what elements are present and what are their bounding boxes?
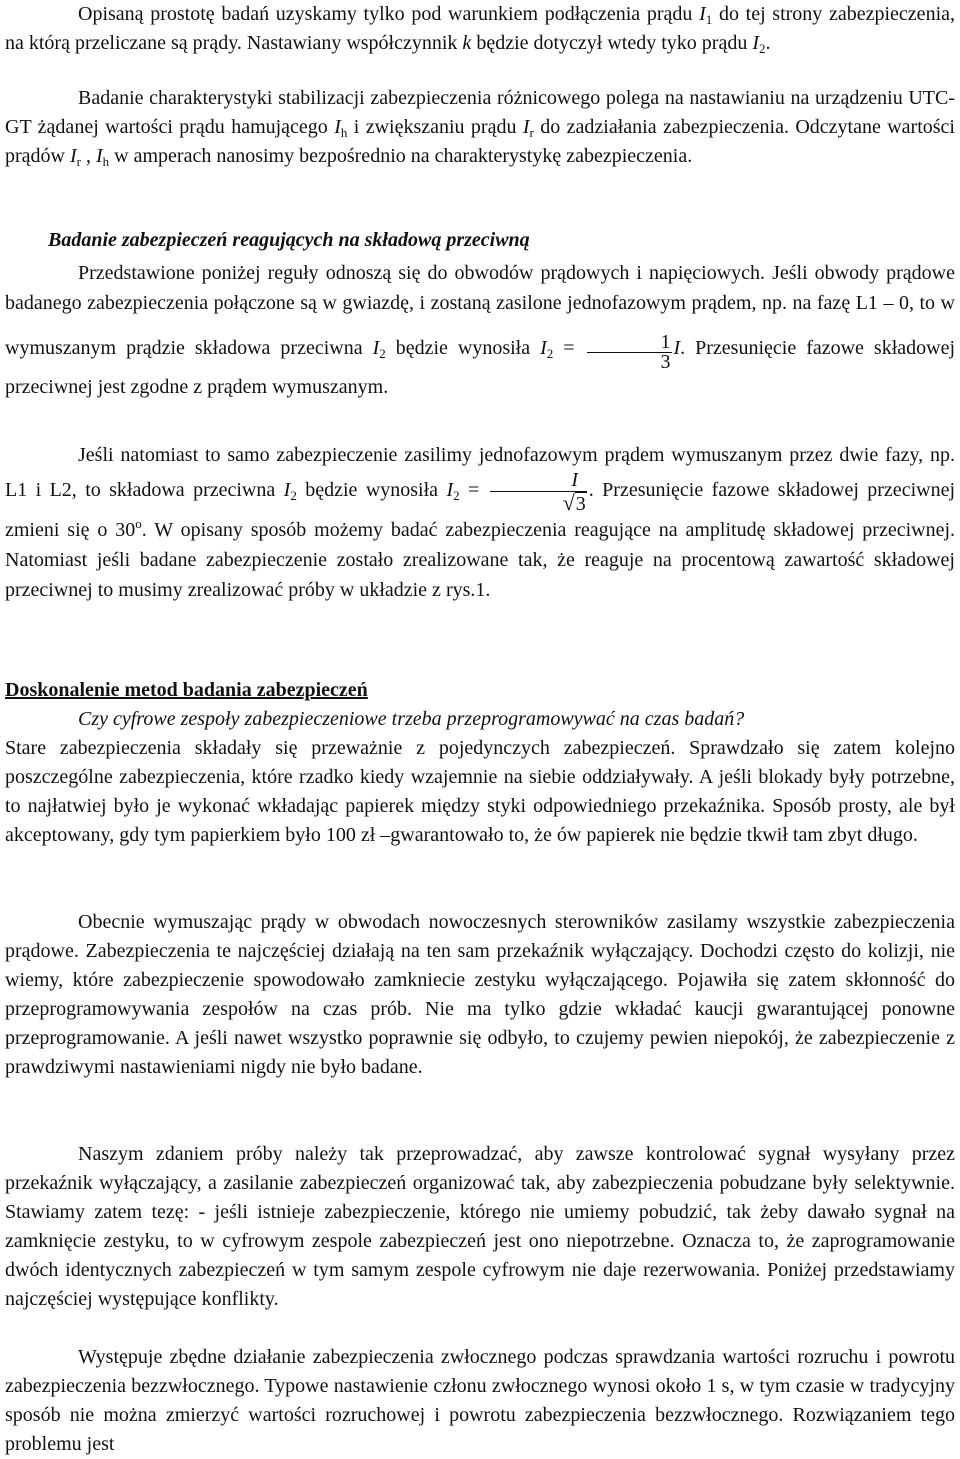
paragraph-current-connection: [5, 0, 955, 58]
fraction-numerator: 1: [587, 333, 672, 353]
superscript: o: [135, 516, 142, 531]
text: i zwiększaniu prądu: [347, 116, 523, 138]
paragraph-text: Występuje zbędne działanie zabezpieczenia zwłocznego podczas sprawdzania wartości rozruchu i powrotu zabezpieczenia bezzwłocznego. Typowe nastawienie członu zwłocznego wynosi około 1 s, w tym czasie w tradycyjny sposób nie można zmierzyć wartości rozruchowej i powrotu zabezpieczenia bezzwłocznego. Rozwiązaniem tego problemu jest: [5, 1346, 955, 1455]
subscript: h: [102, 154, 110, 169]
symbol-I: I: [752, 32, 760, 54]
subscript: 2: [759, 41, 766, 56]
fraction-numerator: I: [490, 470, 587, 492]
text: do tej strony zabezpieczenia, na którą przeliczane są prądy. Nastawiany współczynnik: [5, 3, 955, 54]
heading-text: Doskonalenie metod badania zabezpieczeń: [5, 679, 368, 701]
fraction-I-over-sqrt3: [490, 470, 587, 515]
text: ,: [81, 145, 96, 167]
subscript: r: [529, 125, 534, 140]
paragraph-old-protections: [5, 734, 955, 850]
symbol-I: I: [96, 145, 103, 167]
section-heading-test-methods: [5, 676, 955, 705]
text: będzie wynosiła: [296, 479, 447, 501]
sqrt-icon: √: [562, 490, 575, 515]
symbol-I: I: [372, 337, 380, 359]
symbol-I: I: [334, 116, 341, 138]
symbol-I: I: [540, 337, 547, 359]
text: Przedstawione poniżej reguły odnoszą się do obwodów prądowych i napięciowych. Jeśli obwody prądowe badanego zabezpieczenia połączone są w gwiazdę, i zostaną zasilone jednofazowym prądem, np. na fazę L1 – 0, to w wymuszanym prądzie składowa przeciwna: [5, 262, 955, 359]
symbol-I: I: [283, 479, 291, 501]
symbol-I: I: [446, 479, 454, 501]
paragraph-two-phase: [5, 440, 955, 605]
text: . W opisany sposób możemy badać zabezpieczenia reagujące na amplitudę składowej przeciwnej. Natomiast jeśli badane zabezpieczenie zostało zrealizowane tak, że reaguje na procentową zawartość składowej przeciwnej to musimy zrealizować próby w układzie z rys.1.: [5, 519, 956, 601]
subscript: 1: [705, 12, 713, 27]
subscript: r: [76, 154, 81, 169]
subscript: 2: [546, 346, 554, 361]
text: będzie dotyczył wtedy tyko prądu: [471, 32, 753, 54]
equals: =: [553, 337, 585, 359]
subscript: 2: [453, 488, 460, 503]
paragraph-thesis: [5, 1140, 955, 1314]
text: Jeśli natomiast to samo zabezpieczenie zasilimy jednofazowym prądem wymuszanym przez dwie fazy, np. L1 i L2, to składowa przeciwna: [5, 444, 955, 501]
text: . Przesunięcie fazowe składowej przeciwnej jest zgodne z prądem wymuszanym.: [5, 337, 955, 398]
text: do zadziałania zabezpieczenia. Odczytane wartości prądów: [5, 116, 955, 167]
text: Badanie charakterystyki stabilizacji zabezpieczenia różnicowego polega na nastawianiu na urządzeniu UTC-GT żądanej wartości prądu hamującego: [5, 87, 955, 138]
sqrt-denominator: [490, 492, 587, 515]
text: .: [765, 32, 771, 54]
symbol-I: I: [69, 145, 77, 167]
text: będzie wynosiła: [385, 337, 541, 359]
fraction-one-third: [587, 333, 672, 372]
text: . Przesunięcie fazowe składowej przeciwnej zmieni się o 30: [5, 479, 955, 541]
paragraph-modern-controllers: [5, 908, 955, 1082]
symbol-k: k: [462, 32, 472, 54]
paragraph-text: Stare zabezpieczenia składały się przeważnie z pojedynczych zabezpieczeń. Sprawdzało się zatem kolejno poszczególne zabezpieczenia, które rzadko kiedy wzajemnie na siebie oddziaływały. A jeśli blokady były potrzebne, to najłatwiej było je wykonać wkładając papierek między styki odpowiedniego przekaźnika. Sposób prosty, ale był akceptowany, gdy tym papierkiem było 100 zł –gwarantowało to, że ów papierek nie będzie tkwił tam zbyt długo.: [5, 737, 955, 846]
text: w amperach nanosimy bezpośrednio na charakterystykę zabezpieczenia.: [109, 145, 693, 167]
paragraph-text: Naszym zdaniem próby należy tak przeprowadzać, aby zawsze kontrolować sygnał wysyłany przez przekaźnik wyłączający, a zasilanie zabezpieczeń organizować tak, aby zabezpieczenia pobudzane były selektywnie. Stawiamy zatem tezę: - jeśli istnieje zabezpieczenie, którego nie umiemy pobudzić, tak żeby dawało sygnał na zamknięcie zestyku, to w cyfrowym zespole zabezpieczeń jest ono niepotrzebne. Oznacza to, że zaprogramowanie dwóch identycznych zabezpieczeń w tym samym zespole cyfrowym nie daje rezerwowania. Poniżej przedstawiamy najczęściej występujące konflikty.: [5, 1143, 955, 1310]
fraction-denominator: 3: [660, 351, 671, 373]
paragraph-text: Obecnie wymuszając prądy w obwodach nowoczesnych sterowników zasilamy wszystkie zabezpieczenia prądowe. Zabezpieczenia te najczęściej działają na ten sam przekaźnik wyłączający. Dochodzi często do kolizji, nie wiemy, które zabezpieczenie spowodowało zamkniecie zestyku wyłączającego. Pojawiła się zatem skłonność do przeprogramowywania zespołów na czas prób. Nie ma tylko gdzie wkładać kaucji gwarantującej ponowne przeprogramowanie. A jeśli nawet wszystko poprawnie się odbyło, to czujemy pewien niepokój, że zabezpieczenie z prawdziwymi nastawieniami nigdy nie było badane.: [5, 911, 955, 1078]
symbol-I: I: [699, 3, 706, 25]
question-text: Czy cyfrowe zespoły zabezpieczeniowe trzeba przeprogramowywać na czas badań?: [78, 708, 745, 730]
subscript: h: [340, 125, 348, 140]
symbol-I: I: [673, 337, 681, 359]
question-line: [5, 705, 955, 734]
text: Opisaną prostotę badań uzyskamy tylko pod warunkiem podłączenia prądu: [78, 3, 700, 25]
equals: =: [459, 479, 488, 501]
heading-text: Badanie zabezpieczeń reagujących na składową przeciwną: [48, 229, 530, 251]
subscript: 2: [290, 488, 297, 503]
section-heading-negative-sequence: [48, 226, 948, 255]
paragraph-star-connection: [5, 258, 955, 402]
symbol-I: I: [522, 116, 530, 138]
fraction-denominator: 3: [575, 493, 586, 515]
paragraph-stabilization: [5, 84, 955, 171]
paragraph-unnecessary-operation: [5, 1343, 955, 1459]
subscript: 2: [379, 346, 386, 361]
